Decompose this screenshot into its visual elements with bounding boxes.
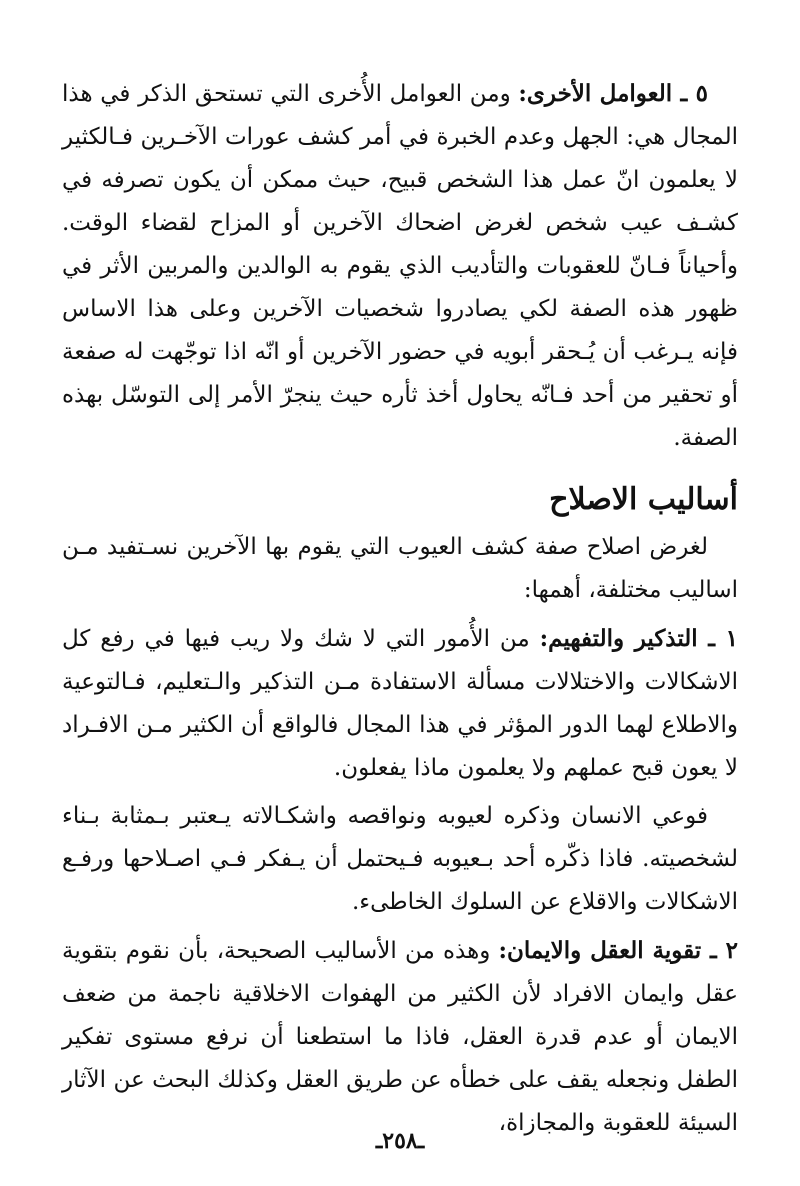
paragraph-text: فوعي الانسان وذكره لعيوبه ونواقصه واشكـالاته يـعتبر بـمثابة بـناء لشخصيته. فاذا ذكّره أحد بـعيوبه فـيحتمل أن يـفكر فـي اصـلاحها ورفـع الاشكالات والاقلاع عن السلوك الخاطىء.	[62, 803, 738, 915]
paragraph-lead: ٢ ـ تقوية العقل والايمان:	[498, 937, 738, 964]
paragraph-text: من الأُمور التي لا شك ولا ريب فيها في رفع كل الاشكالات والاختلالات مسألة الاستفادة مـن التذكير والـتعليم، فـالتوعية والاطلاع لهما الدور المؤثر في هذا المجال فالواقع أن الكثير مـن الافـراد لا يعون قبح عملهم ولا يعلمون ماذا يفعلون.	[62, 626, 738, 781]
paragraph-reminding	[62, 617, 738, 790]
paragraph-lead: ٥ ـ العوامل الأخرى:	[518, 80, 708, 107]
paragraph-text: وهذه من الأساليب الصحيحة، بأن نقوم بتقوية عقل وايمان الافراد لأن الكثير من الهفوات الاخلاقية ناجمة من ضعف الايمان أو عدم قدرة العقل، فاذا ما استطعنا أن نرفع مستوى تفكير الطفل ونجعله يقف على خطأه عن طريق العقل وكذلك البحث عن الآثار السيئة للعقوبة والمجازاة،	[62, 938, 738, 1136]
paragraph-other-factors	[62, 72, 738, 460]
page-body	[62, 72, 738, 1150]
paragraph-reason-faith	[62, 929, 738, 1145]
paragraph-text: ومن العوامل الأُخرى التي تستحق الذكر في هذا المجال هي: الجهل وعدم الخبرة في أمر كشف عورات الآخـرين فـالكثير لا يعلمون انّ عمل هذا الشخص قبيح، حيث ممكن أن يكون تصرفه في كشـف عيب شخص لغرض اضحاك الآخرين أو المزاح لقضاء الوقت. وأحياناً فـانّ للعقوبات والتأديب الذي يقوم به الوالدين والمربين الأثر في ظهور هذه الصفة لكي يصادروا شخصيات الآخرين وعلى هذا الاساس فإنه يـرغب أن يُـحقر أبويه في حضور الآخرين أو انّه اذا توجّهت له صفعة أو تحقير من أحد فـانّه يحاول أخذ ثأره حيث ينجرّ الأمر إلى التوسّل بهذه الصفة.	[62, 81, 738, 451]
paragraph-awareness	[62, 795, 738, 924]
paragraph-intro	[62, 526, 738, 612]
section-heading: أساليب الاصلاح	[549, 482, 738, 517]
paragraph-lead: ١ ـ التذكير والتفهيم:	[539, 625, 738, 652]
paragraph-text: لغرض اصلاح صفة كشف العيوب التي يقوم بها الآخرين نسـتفيد مـن اساليب مختلفة، أهمها:	[62, 534, 738, 603]
page-number: ـ٢٥٨ـ	[375, 1128, 425, 1154]
